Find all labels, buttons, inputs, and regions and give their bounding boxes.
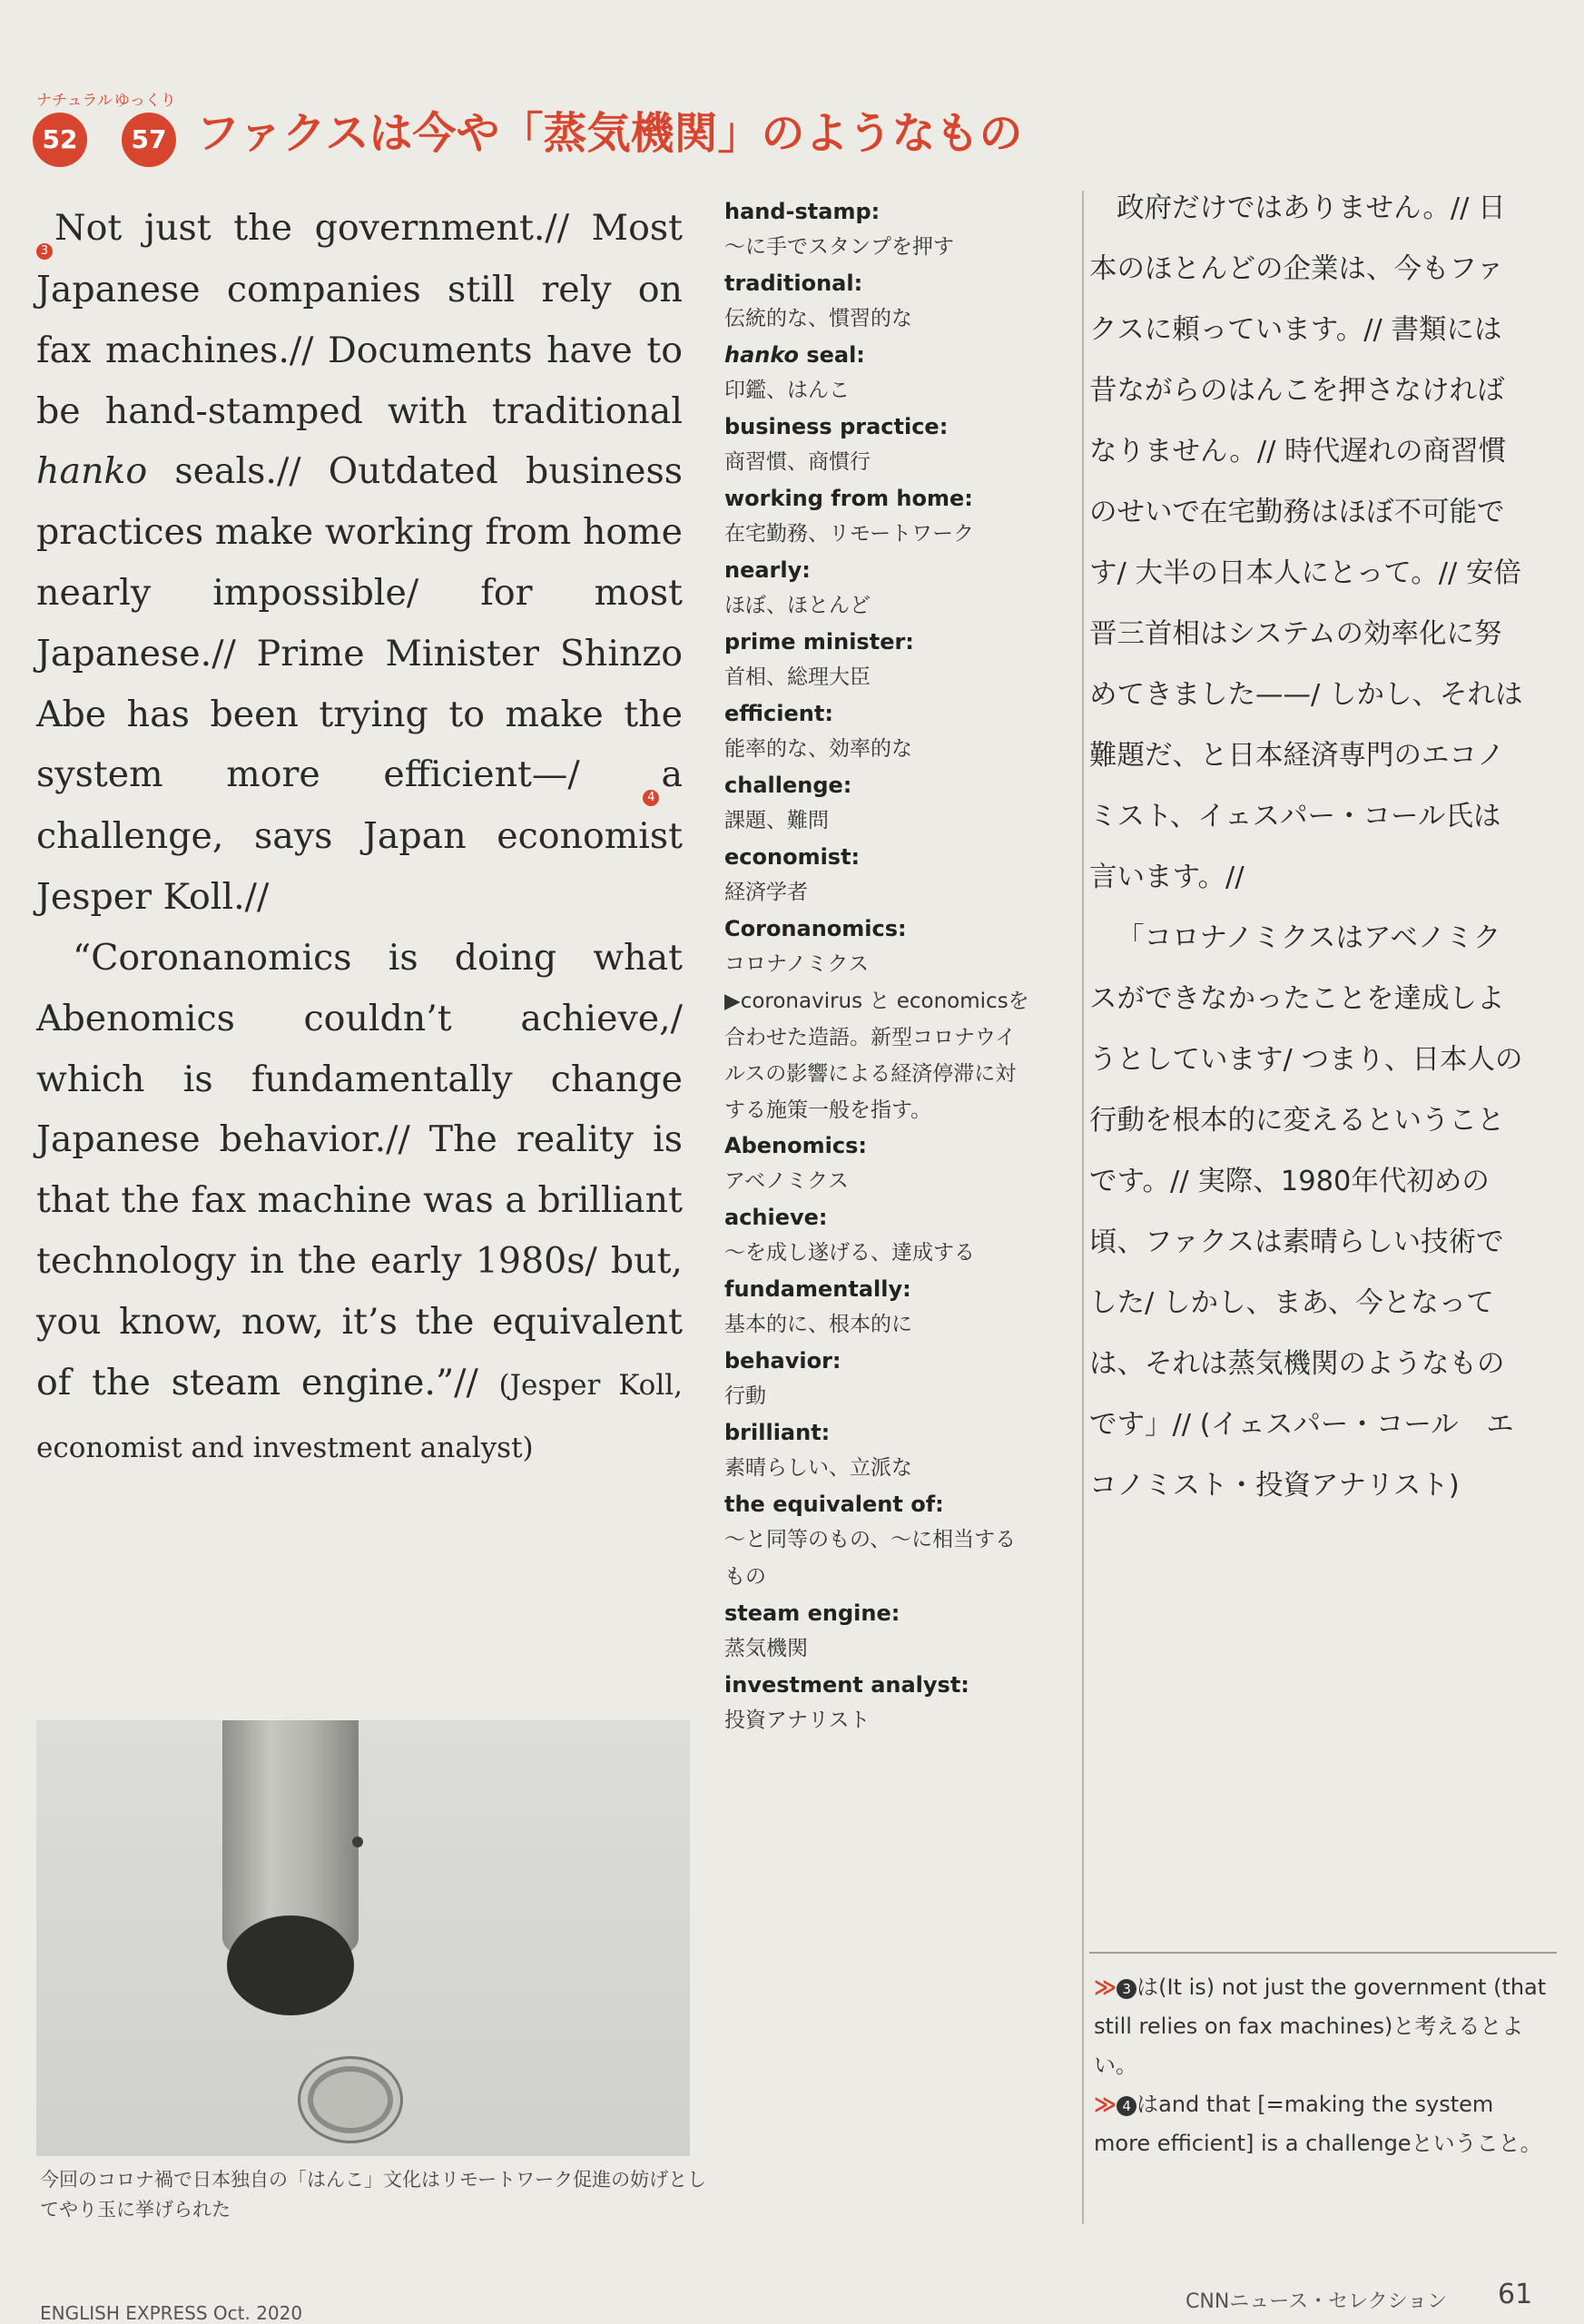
vocab-term: traditional: [724, 271, 863, 296]
grammar-note [1094, 1968, 1557, 2085]
hanko-photo [36, 1720, 690, 2156]
vocab-definition: 行動 [724, 1384, 766, 1408]
japanese-translation [1089, 178, 1525, 1516]
stamp-hole [352, 1837, 363, 1847]
vocab-definition: 素晴らしい、立派な [724, 1456, 912, 1480]
vocab-definition: 投資アナリスト [724, 1709, 871, 1732]
vocab-definition: 商習慣、商慣行 [724, 450, 871, 474]
vocab-definition: 基本的に、根本的に [724, 1313, 912, 1336]
vocab-definition: ▶coronavirus と economicsを合わせた造語。新型コロナウイルスの影響による経済停滞に対する施策一般を指す。 [724, 990, 1029, 1122]
note-marker: 4 [1117, 2096, 1136, 2116]
photo-caption: 今回のコロナ禍で日本独自の「はんこ」文化はリモートワーク促進の妨げとしてやり玉に挙げられた [40, 2169, 707, 2221]
vocab-term: Abenomics: [724, 1133, 867, 1158]
vocab-term: efficient: [724, 701, 833, 726]
track-number-badge-slow: 57 [122, 113, 176, 167]
vocabulary-list [724, 194, 1033, 1739]
hanko-word: hanko [724, 342, 799, 368]
vocab-term: achieve: [724, 1205, 828, 1230]
vocab-term: hanko seal: [724, 342, 865, 368]
vocab-definition: 〜を成し遂げる、達成する [724, 1241, 975, 1265]
arrow-icon: ≫ [1094, 2092, 1117, 2117]
vocab-definition: 蒸気機関 [724, 1637, 808, 1660]
english-paragraph [36, 198, 683, 928]
vocab-term: prime minister: [724, 629, 914, 655]
vocab-definition: コロナノミクス [724, 952, 870, 976]
japanese-paragraph: 「コロナノミクスはアベノミクスができなかったことを達成しようとしています/ つまり、日本人の行動を根本的に変えるということです。// 実際、1980年代初めの頃、ファクスは素晴らしい技術でした/ しかし、まあ、今となっては、それは蒸気機関のようなものです」// (イェスパー・コール エコノミスト・投資アナリスト) [1089, 922, 1523, 1502]
track-number-badge: 52 [33, 113, 87, 167]
english-sentence: a challenge, says Japan economist Jesper Koll.// [36, 753, 683, 919]
english-sentence: Not just the government.// Most Japanese companies still rely on fax machines.// Documents have to be hand-stamped with traditional [36, 207, 683, 432]
vocab-term: Coronanomics: [724, 916, 907, 941]
vocab-term: nearly: [724, 557, 811, 583]
badge-label-slow: ゆっくり [114, 92, 176, 110]
magazine-footer: ENGLISH EXPRESS Oct. 2020 [40, 2302, 303, 2324]
quote-source: (Jesper Koll, economist and investment analyst) [36, 1368, 683, 1465]
vocab-definition: 課題、難問 [724, 809, 829, 832]
vocab-term: working from home: [724, 486, 973, 511]
vocab-definition: 印鑑、はんこ [724, 379, 850, 402]
vocab-term: the equivalent of: [724, 1492, 944, 1517]
vocab-term: fundamentally: [724, 1276, 911, 1302]
stamp-face [227, 1915, 354, 2015]
notes-divider [1089, 1952, 1557, 1954]
vocab-term: economist: [724, 844, 861, 870]
note-text: は(It is) not just the government (that still relies on fax machines)と考えるとよい。 [1094, 1974, 1547, 2078]
english-text [36, 198, 683, 1479]
vocab-term: investment analyst: [724, 1672, 969, 1698]
note-text: はand that [=making the system more efficient] is a challengeということ。 [1094, 2092, 1542, 2156]
hanko-word: hanko [36, 450, 148, 493]
stamp-print-image [298, 2056, 403, 2143]
vocab-term: steam engine: [724, 1600, 900, 1626]
japanese-paragraph: 政府だけではありません。// 日本のほとんどの企業は、今もファクスに頼っています。// 書類には昔ながらのはんこを押さなければなりません。// 時代遅れの商習慣のせいで在宅勤務はほぼ不可能です/ 大半の日本人にとって。// 安倍晋三首相はシステムの効率化に努めてきました——/ しかし、それは難題だ、と日本経済専門のエコノミスト、イェスパー・コール氏は言います。// [1089, 192, 1523, 893]
vocab-term: challenge: [724, 773, 852, 798]
note-marker: 3 [1117, 1979, 1136, 1999]
vocab-definition: 伝統的な、慣習的な [724, 307, 912, 330]
vocab-definition: 〜と同等のもの、〜に相当するもの [724, 1528, 1017, 1589]
english-quote: “Coronanomics is doing what Abenomics couldn’t achieve,/ which is fundamentally change Japanese behavior.// The reality is that the fax machine was a brilliant technology in the early 1980s/ but, you know, now, it’s the equivalent of the steam engine.”// [36, 936, 683, 1403]
grammar-note [1094, 2085, 1557, 2163]
arrow-icon: ≫ [1094, 1974, 1117, 2000]
vocab-definition: 〜に手でスタンプを押す [724, 235, 954, 259]
vocab-definition: 能率的な、効率的な [724, 737, 912, 761]
grammar-notes [1094, 1968, 1557, 2163]
vocab-definition: 経済学者 [724, 881, 808, 904]
column-divider [1082, 191, 1084, 2224]
vocab-definition: ほぼ、ほとんど [724, 594, 871, 617]
article-title: ファクスは今や「蒸気機関」のようなもの [196, 108, 1023, 159]
vocab-term: brilliant: [724, 1420, 831, 1445]
note-marker: 4 [643, 790, 659, 806]
vocab-term: business practice: [724, 414, 949, 439]
section-name: CNNニュース・セレクション [1186, 2290, 1448, 2313]
page-number: 61 [1498, 2279, 1533, 2310]
article-header [33, 87, 1031, 169]
english-sentence: seals.// Outdated business practices make working from home nearly impossible/ for most Japanese.// Prime Minister Shinzo Abe has been trying to make the system more efficient—/ [36, 450, 683, 796]
english-paragraph [36, 928, 683, 1479]
vocab-definition: 在宅勤務、リモートワーク [724, 522, 975, 546]
vocab-definition: アベノミクス [724, 1169, 849, 1193]
vocab-term: behavior: [724, 1348, 841, 1374]
note-marker: 3 [36, 243, 53, 260]
vocab-term: hand-stamp: [724, 199, 881, 224]
badge-label-natural: ナチュラル [36, 92, 113, 110]
vocab-definition: 首相、総理大臣 [724, 665, 871, 689]
